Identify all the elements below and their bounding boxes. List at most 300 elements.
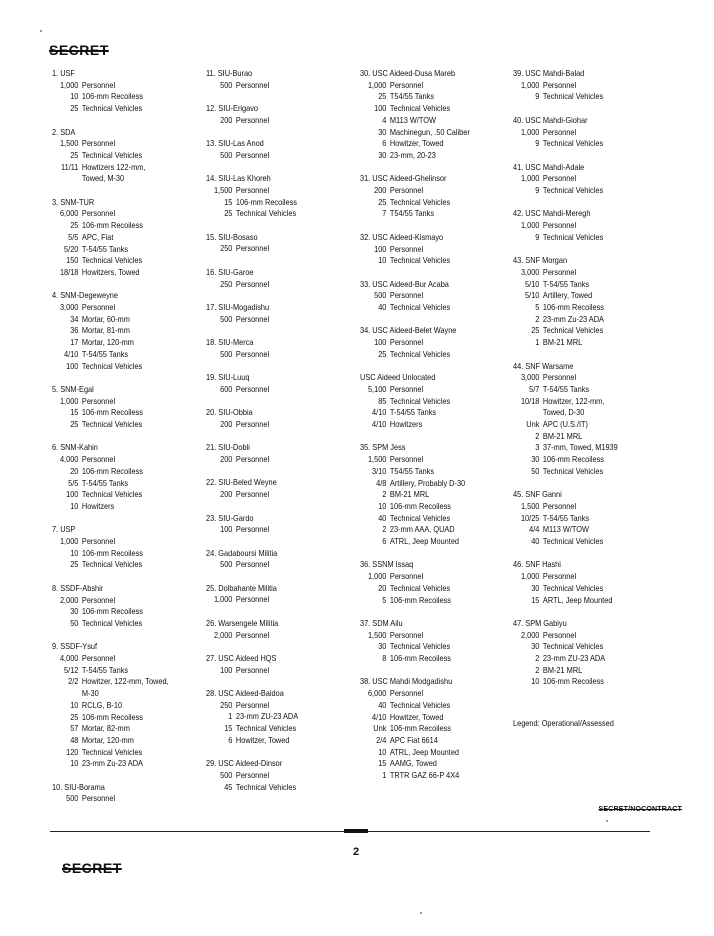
unit-quantity: 1,000 [367,79,387,90]
unit-row [360,127,505,139]
unit-quantity: 9 [535,138,540,149]
unit-quantity: 2,000 [520,629,540,640]
unit-row [360,91,505,103]
unit-description: Personnel [81,653,116,664]
unit-quantity: 1,500 [59,138,79,149]
unit-description: 106-mm Recoiless [389,594,451,605]
unit-description: Mortar, 120-mm [81,337,134,348]
unit-description: ATRL, Jeep Mounted [389,746,460,757]
unit-entry [360,232,505,267]
unit-quantity: 9 [535,91,540,102]
unit-quantity: 25 [531,325,540,336]
unit-row [52,255,197,267]
unit-quantity: 3,000 [520,266,540,277]
unit-quantity: 100 [66,489,79,500]
unit-description: Personnel [81,138,116,149]
column-2 [206,68,351,805]
unit-description: Personnel [389,290,424,301]
unit-description: Personnel [81,208,116,219]
unit-row [206,630,351,642]
unit-description: T54/55 Tanks [389,465,435,476]
unit-quantity: 3,000 [520,372,540,383]
unit-quantity: 15 [531,594,540,605]
unit-title: 46. SNF Hashi [513,559,561,570]
unit-title: 28. USC Aideed-Baidoa [206,688,284,698]
unit-description: Howitzer, Towed [389,711,444,722]
unit-quantity: 30 [531,454,540,465]
unit-row [52,232,197,244]
unit-row [513,571,658,583]
unit-row [360,419,505,431]
unit-entry [206,618,351,641]
unit-quantity: 5/10 [525,290,540,301]
unit-description: Personnel [389,79,424,90]
unit-row [513,524,658,536]
unit-description: 23-mm ZU-23 ADA [542,653,606,664]
unit-description: M-30 [81,688,99,699]
unit-row [360,197,505,209]
unit-title: 24. Gadaboursi Militia [206,547,278,558]
unit-description: 106-mm Recoiless [81,711,143,722]
unit-description: Personnel [389,629,424,640]
unit-description: Towed, M-30 [81,173,125,184]
unit-quantity: 1,000 [59,79,79,90]
unit-quantity: 10/18 [520,395,540,406]
unit-description: Technical Vehicles [389,348,451,359]
unit-quantity: 30 [531,641,540,652]
unit-quantity: 6 [382,138,387,149]
unit-quantity: 50 [531,465,540,476]
unit-description: BM-21 MRL [542,430,583,441]
unit-quantity: 25 [70,419,79,430]
unit-quantity: Unk [373,723,387,734]
unit-description: Technical Vehicles [235,723,297,734]
column-4 [513,68,658,730]
unit-quantity: 10 [378,255,387,266]
legend: Legend: Operational/Assessed [513,718,614,729]
unit-quantity: 4/10 [372,407,387,418]
unit-quantity: 1,500 [520,500,540,511]
unit-quantity: 15 [378,758,387,769]
unit-quantity: 5,100 [367,383,387,394]
unit-row [206,419,351,431]
unit-row [206,115,351,127]
unit-row [360,208,505,220]
unit-quantity: 36 [70,325,79,336]
unit-description: Technical Vehicles [542,536,604,547]
unit-row [52,361,197,373]
unit-quantity: 5 [535,302,540,312]
unit-quantity: 250 [220,243,233,254]
scan-speck [40,30,42,32]
unit-row [52,606,197,618]
unit-quantity: 5/7 [529,383,540,394]
unit-row [360,723,505,735]
unit-quantity: 4/8 [376,477,387,488]
unit-description: T-54/55 Tanks [389,407,437,418]
unit-quantity [52,173,82,185]
unit-quantity: 5/5 [68,477,79,488]
unit-quantity: 200 [220,489,233,500]
unit-description: Personnel [235,524,270,535]
unit-description: Personnel [235,348,270,359]
scan-speck [420,912,422,914]
column-3 [360,68,505,793]
unit-quantity: 1 [535,337,540,348]
unit-row [513,630,658,642]
unit-description: ARTL, Jeep Mounted [542,594,613,605]
classification-stamp-bottom: SECRET [62,860,122,876]
unit-quantity: 1,000 [520,79,540,90]
unit-description: 106-mm Recoiless [542,676,604,687]
unit-description: Technical Vehicles [389,255,451,266]
unit-description: TRTR GAZ 66-P 4X4 [389,770,460,781]
unit-row [360,185,505,197]
unit-quantity: 5/12 [64,664,79,675]
classification-stamp-top: SECRET [49,42,109,58]
unit-title: 3. SNM-TUR [52,196,95,207]
unit-description: M113 W/TOW [542,524,589,535]
unit-quantity: 2,000 [59,594,79,605]
unit-row [52,536,197,548]
unit-description: Personnel [542,173,577,184]
unit-description: Technical Vehicles [389,302,451,313]
unit-quantity: 30 [378,126,387,137]
unit-quantity: 250 [220,699,233,710]
unit-row [52,325,197,337]
unit-quantity: 10 [378,500,387,511]
unit-quantity: 17 [70,337,79,348]
unit-row [52,208,197,220]
unit-quantity: 1,000 [213,594,233,605]
unit-description: Howitzers [389,419,423,430]
unit-title: 37. SDM Ailu [360,617,403,628]
unit-description: Personnel [235,454,270,465]
unit-description: Personnel [542,500,577,511]
unit-row [52,220,197,232]
unit-title: 6. SNM-Kahin [52,442,98,453]
unit-entry [360,676,505,781]
unit-quantity: 34 [70,313,79,324]
unit-entry [360,559,505,606]
unit-entry [206,138,351,161]
unit-description: Artillery, Towed [542,290,593,301]
unit-row [52,478,197,490]
unit-quantity: 500 [220,149,233,160]
unit-quantity: 20 [70,465,79,476]
unit-description: Personnel [235,383,270,394]
unit-description: Technical Vehicles [542,641,604,652]
unit-row [206,723,351,735]
unit-title: 32. USC Aideed-Kismayo [360,231,444,242]
unit-quantity: 10 [70,500,79,511]
unit-row [513,454,658,466]
unit-quantity: 5 [382,594,387,605]
unit-title: 15. SIU-Bosaso [206,231,258,242]
unit-description: Personnel [542,79,577,90]
unit-row [360,513,505,525]
unit-row [513,267,658,279]
unit-description: Personnel [542,372,577,383]
unit-entry [360,618,505,665]
unit-description: Mortar, 82-mm [81,723,130,734]
unit-entry [52,68,197,115]
unit-title: 11. SIU-Burao [206,68,253,78]
unit-description: Howitzers, Towed [81,266,140,277]
unit-quantity: 1 [228,711,233,722]
unit-quantity: 4/10 [372,711,387,722]
unit-description: 37-mm, Towed, M1939 [542,442,618,453]
unit-row [360,103,505,115]
unit-row [360,407,505,419]
unit-title: 18. SIU-Merca [206,337,254,348]
unit-row [206,150,351,162]
unit-description: Personnel [542,126,577,137]
unit-quantity: 1,000 [59,395,79,406]
unit-row [360,244,505,256]
unit-row [52,735,197,747]
unit-entry [513,618,658,688]
unit-description: M113 W/TOW [389,114,436,125]
unit-description: Technical Vehicles [81,103,143,114]
unit-entry [360,279,505,314]
unit-description: 23-mm Zu-23 ADA [81,758,143,769]
unit-description: Mortar, 60-mm [81,313,130,324]
unit-entry [206,337,351,360]
unit-description: T-54/55 Tanks [542,383,590,394]
unit-row [360,688,505,700]
unit-row [360,536,505,548]
unit-row [513,337,658,349]
unit-quantity: 45 [224,781,233,792]
unit-description: 23-mm, 20-23 [389,149,436,160]
unit-quantity: 10 [70,547,79,558]
unit-quantity: 5/10 [525,278,540,289]
unit-quantity: 30 [70,606,79,617]
unit-title: 25. Dolbahante Militia [206,582,277,593]
unit-description: T54/55 Tanks [389,208,435,219]
unit-row [513,665,658,677]
unit-description: Technical Vehicles [542,231,604,242]
unit-row [52,80,197,92]
unit-row [52,466,197,478]
unit-entry [206,583,351,606]
unit-row [513,513,658,525]
unit-row [206,711,351,723]
unit-row [513,676,658,688]
unit-row [513,536,658,548]
unit-row [206,594,351,606]
unit-description: Technical Vehicles [81,360,143,371]
unit-quantity: 1,000 [520,173,540,184]
unit-entry [206,407,351,430]
unit-description: APC Fiat 6614 [389,734,438,745]
unit-row [52,454,197,466]
unit-title: 30. USC Aideed-Dusa Mareb [360,68,456,78]
unit-description: Technical Vehicles [389,103,451,114]
unit-description: T-54/55 Tanks [81,664,129,675]
unit-description: Technical Vehicles [81,746,143,757]
unit-quantity: 9 [535,185,540,195]
unit-entry [513,559,658,606]
classification-stamp-nocontract: SECRET/NOCONTRACT [598,806,682,813]
unit-quantity: 25 [378,348,387,359]
unit-title: 39. USC Mahdi-Balad [513,68,585,78]
unit-row [52,747,197,759]
unit-quantity: 500 [66,793,79,804]
unit-entry [52,384,197,431]
unit-title: 10. SIU-Borama [52,781,105,792]
unit-quantity: 2 [382,489,387,500]
unit-entry [513,162,658,197]
unit-entry [513,208,658,243]
unit-title: 43. SNF Morgan [513,255,568,266]
unit-title: 45. SNF Ganni [513,489,562,500]
unit-description: T-54/55 Tanks [81,477,129,488]
unit-row [513,127,658,139]
unit-row [206,735,351,747]
unit-description: BM-21 MRL [542,337,583,348]
unit-title: 31. USC Aideed-Ghelinsor [360,173,447,184]
unit-entry [52,290,197,372]
column-1 [52,68,197,817]
unit-description: Technical Vehicles [542,465,604,476]
unit-quantity: 2 [535,653,540,664]
unit-quantity: 10 [531,676,540,687]
unit-title: 35. SPM Jess [360,442,406,453]
unit-entry [360,68,505,162]
unit-row [52,302,197,314]
unit-quantity: 11/11 [61,161,79,172]
unit-quantity: 15 [70,407,79,418]
unit-title: 33. USC Aideed-Bur Acaba [360,278,449,289]
unit-quantity: 25 [70,559,79,570]
unit-title: 36. SSNM Issaq [360,559,414,570]
unit-title: 20. SIU-Obbia [206,407,253,418]
unit-quantity: 25 [378,91,387,102]
unit-row [513,232,658,244]
unit-description: Personnel [389,383,424,394]
unit-entry [206,513,351,536]
unit-row [52,419,197,431]
unit-row [360,700,505,712]
unit-description: Personnel [389,243,424,254]
unit-description: Technical Vehicles [542,138,604,149]
unit-entry [52,524,197,571]
unit-quantity: 2/2 [68,676,79,687]
unit-description: AAMG, Towed [389,758,437,769]
unit-row [52,723,197,735]
unit-row [52,758,197,770]
unit-quantity: 25 [70,711,79,722]
unit-description: T-54/55 Tanks [542,512,590,523]
unit-title: 29. USC Aideed-Dinsor [206,758,283,769]
unit-quantity: 6,000 [367,688,387,699]
unit-entry [52,442,197,512]
unit-title: 16. SIU-Garoe [206,266,254,277]
unit-row [206,770,351,782]
unit-entry [52,583,197,630]
unit-quantity: 3 [535,442,540,453]
unit-row [206,700,351,712]
unit-row [52,314,197,326]
unit-entry [206,653,351,676]
unit-row [52,548,197,560]
unit-description: T-54/55 Tanks [81,348,129,359]
unit-description: T-54/55 Tanks [81,243,129,254]
unit-description: Technical Vehicles [389,699,451,710]
unit-description: 106-mm Recoiless [81,606,143,617]
unit-entry [206,477,351,500]
unit-quantity: 4/4 [529,524,540,535]
unit-row [513,384,658,396]
page-number: 2 [353,846,360,858]
unit-description: Personnel [81,793,116,804]
unit-row [360,653,505,665]
unit-description: ATRL, Jeep Mounted [389,536,460,547]
unit-row [513,501,658,513]
unit-description: Technical Vehicles [542,185,604,195]
unit-quantity: 1,000 [520,126,540,137]
unit-quantity: Unk [526,419,540,430]
unit-row [360,290,505,302]
unit-description: 106-mm Recoiless [81,547,143,558]
unit-row [206,454,351,466]
unit-row [513,80,658,92]
unit-quantity: 1,500 [367,454,387,465]
unit-description: Personnel [235,149,270,160]
unit-entry [360,325,505,360]
unit-row [513,583,658,595]
unit-title: 23. SIU-Gardo [206,512,254,523]
unit-row [360,349,505,361]
unit-quantity: 15 [224,723,233,734]
unit-row [360,712,505,724]
unit-quantity: 100 [374,243,387,254]
unit-description: Personnel [235,418,270,429]
unit-row [52,150,197,162]
unit-entry [206,442,351,465]
unit-quantity: 6 [382,536,387,547]
unit-title: 4. SNM-Degeweyne [52,290,118,301]
unit-description: Personnel [542,266,577,277]
unit-description: RCLG, B-10 [81,699,123,710]
unit-quantity: 25 [70,220,79,231]
unit-description: Technical Vehicles [81,149,143,160]
unit-description: 106-mm Recoiless [81,407,143,418]
footer-rule-mark [344,829,368,833]
unit-row [360,571,505,583]
unit-description: Technical Vehicles [389,641,451,652]
unit-row [52,337,197,349]
unit-description: Technical Vehicles [389,395,451,406]
unit-row [52,793,197,805]
unit-row [360,501,505,513]
unit-description: 106-mm Recoiless [81,91,143,102]
unit-description: 23-mm Zu-23 ADA [542,313,604,324]
unit-row [206,349,351,361]
unit-quantity: 500 [220,348,233,359]
unit-row [206,185,351,197]
unit-row [52,349,197,361]
unit-row [360,747,505,759]
unit-description: Personnel [81,594,116,605]
unit-entry [206,372,351,395]
unit-entry [206,758,351,793]
unit-entry [206,267,351,290]
unit-quantity: 600 [220,383,233,394]
unit-quantity: 1,500 [213,184,233,195]
